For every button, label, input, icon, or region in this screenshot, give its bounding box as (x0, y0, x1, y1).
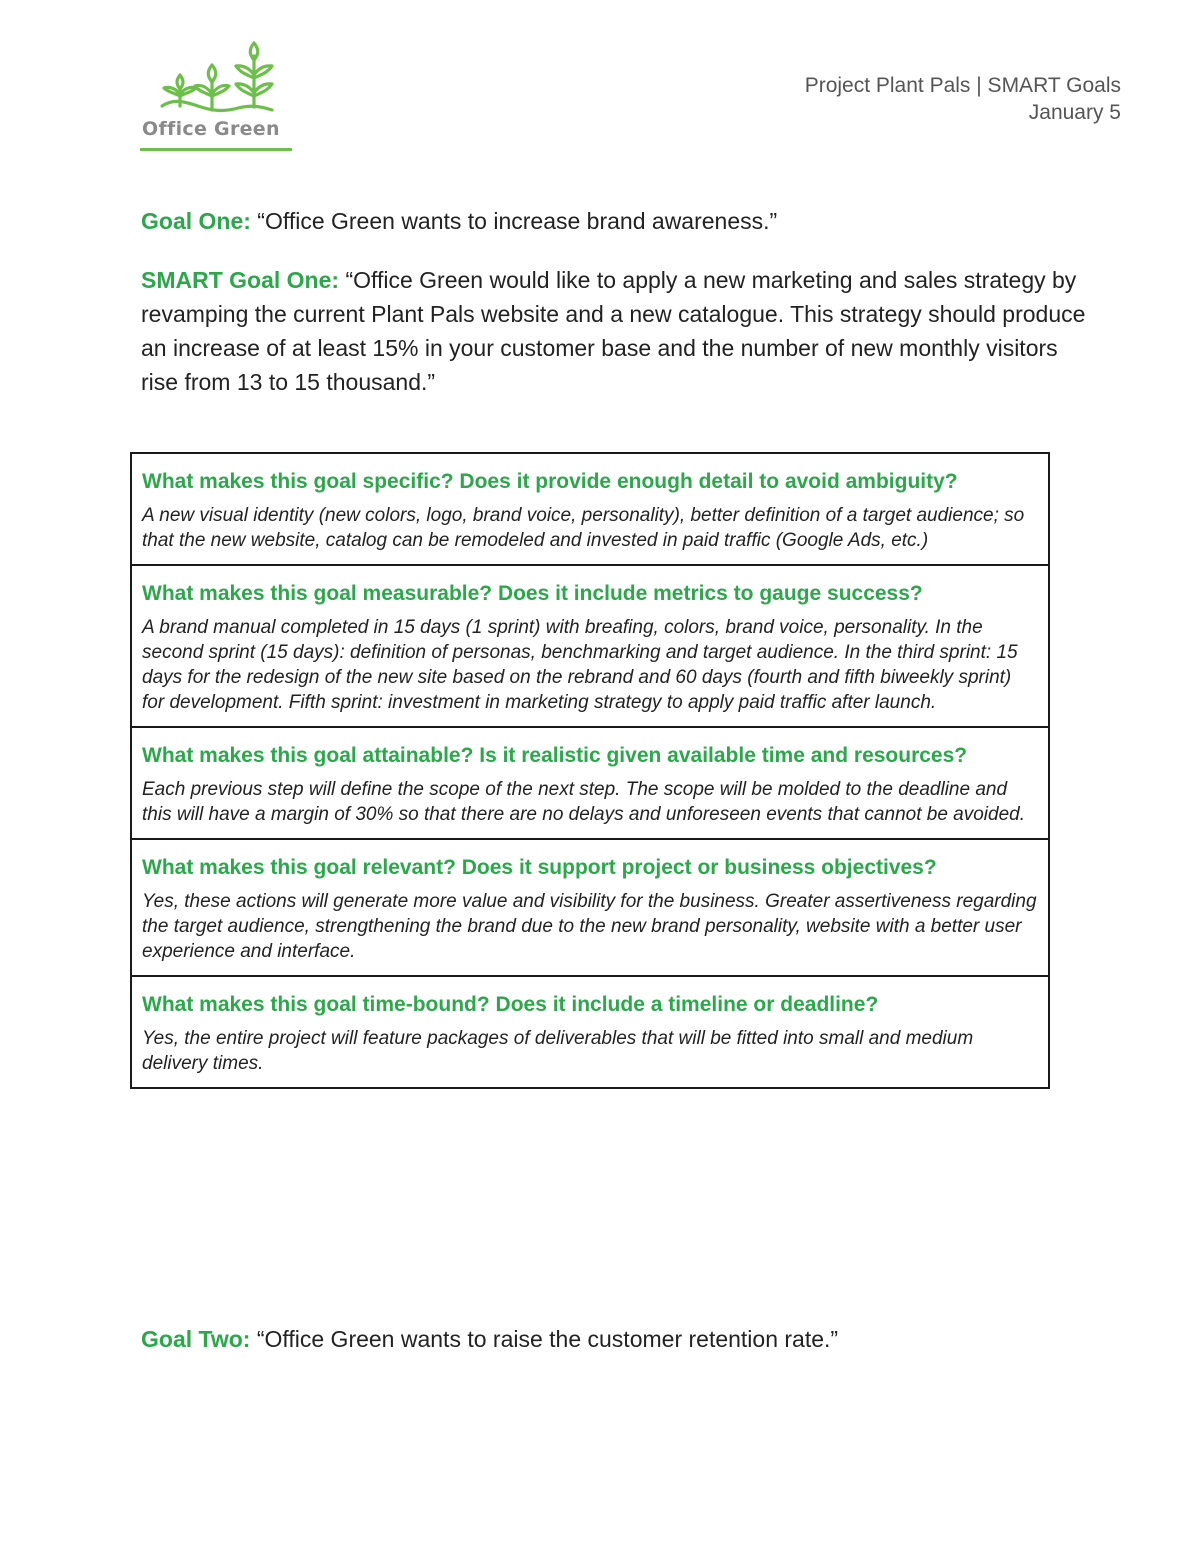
criteria-answer: A brand manual completed in 15 days (1 sprint) with breafing, colors, brand voice, personality. In the second sprint (15 days): definition of personas, benchmarking and target audience. In the third sprint: 15 days for the redesign of the new site based on the rebrand and 60 days (fourth and fifth biweekly sprint) for development. Fifth sprint: investment in marketing strategy to apply paid traffic after launch. (142, 617, 1018, 713)
criteria-row-relevant (131, 839, 1049, 976)
header-date: January 5 (1028, 101, 1121, 124)
goal-one-label: Goal One: (141, 208, 251, 234)
criteria-row-measurable (131, 565, 1049, 727)
logo-wordmark: Office Green (142, 118, 280, 140)
smart-goal-one (141, 263, 1101, 399)
goal-one-text: “Office Green wants to increase brand awareness.” (257, 208, 778, 234)
criteria-question: What makes this goal time-bound? Does it include a timeline or deadline? (142, 993, 879, 1016)
goal-one (141, 204, 1101, 238)
criteria-question: What makes this goal relevant? Does it support project or business objectives? (142, 856, 937, 879)
goal-two (141, 1322, 1101, 1356)
table-cell (131, 976, 1049, 1088)
header-title: Project Plant Pals | SMART Goals (804, 74, 1121, 97)
criteria-answer: Yes, the entire project will feature packages of deliverables that will be fitted into small and medium delivery times. (142, 1028, 974, 1074)
criteria-answer: Yes, these actions will generate more value and visibility for the business. Greater assertiveness regarding the target audience, strengthening the brand due to the new brand personality, website with a better user experience and interface. (142, 891, 1037, 962)
criteria-answer: Each previous step will define the scope of the next step. The scope will be molded to the deadline and this will have a margin of 30% so that there are no delays and unforeseen events that cannot be avoided. (142, 779, 1026, 825)
logo-underline (140, 148, 292, 151)
criteria-question: What makes this goal attainable? Is it realistic given available time and resources? (142, 744, 968, 767)
sprouting-plants-icon (140, 40, 294, 120)
table-cell (131, 839, 1049, 976)
smart-goal-one-text: “Office Green would like to apply a new marketing and sales strategy by revamping the current Plant Pals website and a new catalogue. This strategy should produce an increase of at least 15% in your customer base and the number of new monthly visitors rise from 13 to 15 thousand.” (141, 267, 1086, 395)
goal-two-text: “Office Green wants to raise the customer retention rate.” (256, 1326, 839, 1352)
smart-criteria-table (130, 452, 1050, 1089)
table-cell (131, 727, 1049, 839)
criteria-row-time-bound (131, 976, 1049, 1088)
table-cell (131, 453, 1049, 565)
goal-two-label: Goal Two: (141, 1326, 251, 1352)
criteria-row-specific (131, 453, 1049, 565)
office-green-logo (140, 40, 294, 154)
smart-goal-one-label: SMART Goal One: (141, 267, 340, 293)
table-cell (131, 565, 1049, 727)
criteria-question: What makes this goal measurable? Does it include metrics to gauge success? (142, 582, 923, 605)
criteria-question: What makes this goal specific? Does it provide enough detail to avoid ambiguity? (142, 470, 958, 493)
page-header (805, 72, 1121, 126)
criteria-answer: A new visual identity (new colors, logo, brand voice, personality), better definition of a target audience; so that the new website, catalog can be remodeled and invested in paid traffic (Google Ads, etc.) (142, 505, 1025, 551)
criteria-row-attainable (131, 727, 1049, 839)
